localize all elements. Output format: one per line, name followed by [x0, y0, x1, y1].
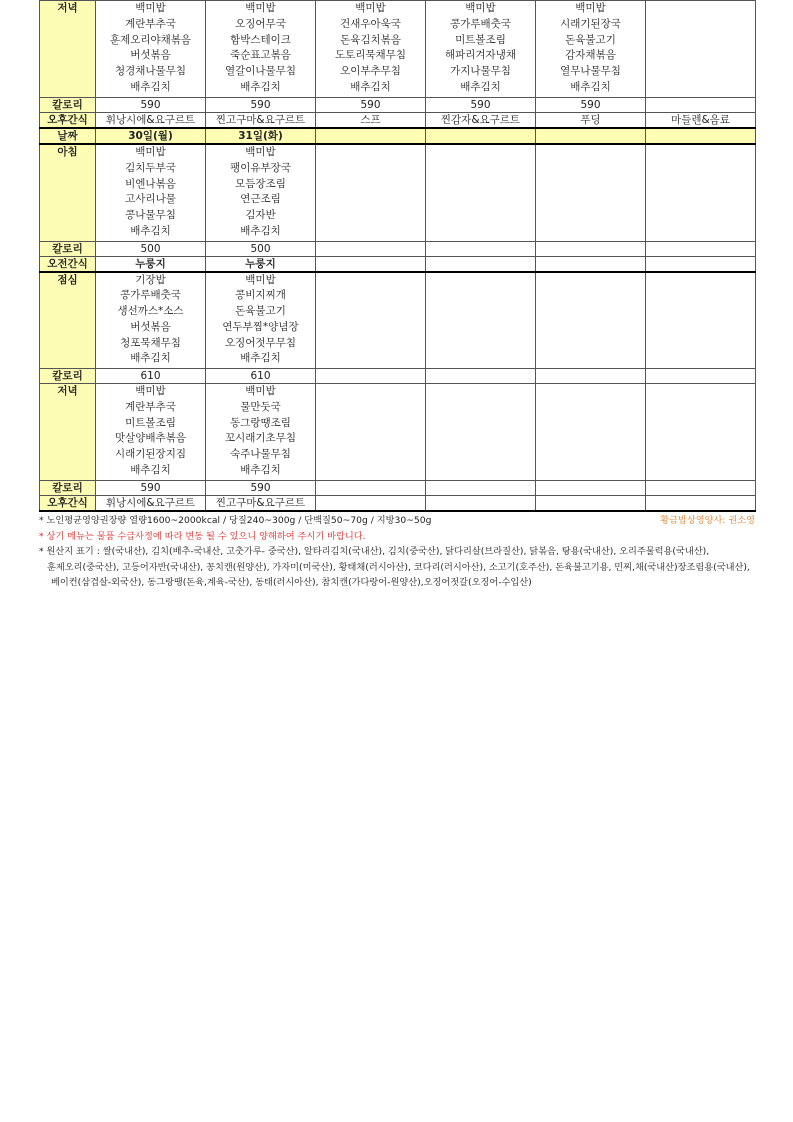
dish-item: 백미밥 [355, 2, 386, 14]
dish-item: 죽순표고볶음 [230, 49, 291, 62]
dish-item: 열갈이나물무침 [224, 65, 296, 78]
lunch-row [40, 272, 756, 369]
am-snack-row-cell: 누룽지 [96, 256, 206, 272]
menu-cell [316, 1, 426, 98]
menu-cell [426, 384, 536, 481]
breakfast-calorie-row-cell [646, 241, 756, 256]
pm-snack-row-cell [646, 496, 756, 512]
breakfast-calorie-row-cell [536, 241, 646, 256]
dish-item: 김치두부국 [125, 161, 176, 174]
dish-item: 팽이유부장국 [230, 161, 291, 174]
dish-item: 연근조림 [240, 193, 281, 206]
am-snack-row-cell [646, 256, 756, 272]
dinner-calorie-row-cell [426, 481, 536, 496]
dish-item: 백미밥 [245, 146, 276, 158]
week1-calorie-row-label: 칼로리 [40, 98, 96, 113]
week1-pm-snack-row-label: 오후간식 [40, 113, 96, 129]
dish-item: 오징어젓무무침 [224, 336, 296, 349]
week1-dinner-row-label: 저녁 [40, 1, 96, 98]
dinner-row [40, 384, 756, 481]
breakfast-calorie-row-cell: 500 [206, 241, 316, 256]
dish-item: 물만둣국 [240, 400, 281, 413]
dish-item: 콩가루배춧국 [450, 17, 511, 30]
week1-pm-snack-row-cell: 찐고구마&요구르트 [206, 113, 316, 129]
dish-item: 가지나물무침 [450, 65, 511, 78]
menu-cell [96, 272, 206, 369]
date-row-cell: 30일(월) [96, 128, 206, 144]
menu-cell [206, 1, 316, 98]
date-row [40, 128, 756, 144]
am-snack-row-cell: 누룽지 [206, 256, 316, 272]
dinner-calorie-row-cell: 590 [96, 481, 206, 496]
menu-cell [96, 1, 206, 98]
dish-item: 오이부추무침 [340, 65, 401, 78]
nutrition-standard-note: * 노인평균영양권장량 열량1600~2000kcal / 당질240~300g / 단백질50~70g / 지방30~50g [39, 515, 432, 526]
dish-item: 도토리묵채무침 [334, 49, 406, 62]
dish-item: 열무나물무침 [560, 65, 621, 78]
dish-item: 백미밥 [245, 2, 276, 14]
dinner-calorie-row-label: 칼로리 [40, 481, 96, 496]
pm-snack-row-cell [426, 496, 536, 512]
dish-item: 콩가루배춧국 [120, 289, 181, 302]
pm-snack-row-cell: 휘낭시에&요구르트 [96, 496, 206, 512]
week1-pm-snack-row [40, 113, 756, 129]
dish-item: 배추김치 [130, 80, 171, 93]
dish-item: 배추김치 [130, 352, 171, 365]
dish-item: 배추김치 [240, 224, 281, 237]
breakfast-calorie-row-label: 칼로리 [40, 241, 96, 256]
dish-item: 백미밥 [575, 2, 606, 14]
breakfast-calorie-row-cell [316, 241, 426, 256]
date-row-cell [316, 128, 426, 144]
am-snack-row [40, 256, 756, 272]
dish-item: 숙주나물무침 [230, 448, 291, 461]
week1-calorie-row-cell: 590 [536, 98, 646, 113]
menu-cell [536, 1, 646, 98]
dish-item: 맛살양배추볶음 [114, 432, 186, 445]
menu-table [39, 0, 756, 512]
am-snack-row-cell [316, 256, 426, 272]
lunch-calorie-row [40, 369, 756, 384]
menu-sheet [39, 0, 755, 512]
dish-item: 백미밥 [245, 385, 276, 397]
dish-item: 버섯볶음 [130, 49, 171, 62]
dish-item: 오징어무국 [235, 17, 286, 30]
dish-item: 김자반 [245, 209, 276, 222]
pm-snack-row-cell: 찐고구마&요구르트 [206, 496, 316, 512]
menu-cell [206, 272, 316, 369]
week1-pm-snack-row-cell: 스프 [316, 113, 426, 129]
dish-item: 돈육김치볶음 [340, 33, 401, 46]
origin-note-1: * 원산지 표기 : 쌀(국내산), 김치(배추-국내산, 고춧가루- 중국산), 알타리김치(국내산), 김치(중국산), 닭다리살(브라질산), 닭볶음, 탕용(국내산), 오리주물럭용(국내산), [39, 546, 710, 558]
dish-item: 백미밥 [465, 2, 496, 14]
dish-item: 시래기된장지짐 [114, 448, 186, 461]
dinner-calorie-row-cell [536, 481, 646, 496]
menu-cell [206, 384, 316, 481]
dish-item: 비엔나볶음 [125, 177, 176, 190]
dish-item: 건새우아욱국 [340, 17, 401, 30]
dish-item: 기장밥 [135, 273, 166, 286]
menu-cell [96, 144, 206, 241]
week1-calorie-row-cell [646, 98, 756, 113]
lunch-calorie-row-label: 칼로리 [40, 369, 96, 384]
dish-item: 배추김치 [570, 80, 611, 93]
menu-cell [206, 144, 316, 241]
dish-item: 배추김치 [240, 80, 281, 93]
dish-item: 모듬장조림 [235, 177, 286, 190]
menu-cell [646, 1, 756, 98]
lunch-calorie-row-cell: 610 [206, 369, 316, 384]
lunch-calorie-row-cell [426, 369, 536, 384]
week1-pm-snack-row-cell: 찐감자&요구르트 [426, 113, 536, 129]
dinner-calorie-row [40, 481, 756, 496]
pm-snack-row-label: 오후간식 [40, 496, 96, 512]
dish-item: 미트볼조림 [125, 416, 176, 429]
breakfast-row [40, 144, 756, 241]
dish-item: 해파리겨자냉채 [444, 49, 516, 62]
week1-pm-snack-row-cell: 푸딩 [536, 113, 646, 129]
dietitian-credit: 황금밥상영양사: 권소영 [660, 515, 755, 526]
dish-item: 배추김치 [130, 224, 171, 237]
dish-item: 백미밥 [245, 273, 276, 286]
dish-item: 청경채나물무침 [114, 65, 186, 78]
dish-item: 백미밥 [135, 146, 166, 158]
dish-item: 돈육불고기 [235, 305, 286, 318]
dish-item: 배추김치 [240, 463, 281, 476]
dinner-calorie-row-cell [646, 481, 756, 496]
am-snack-row-cell [426, 256, 536, 272]
dish-item: 고사리나물 [125, 193, 176, 206]
dish-item: 백미밥 [135, 2, 166, 14]
date-row-cell: 31일(화) [206, 128, 316, 144]
pm-snack-row-cell [536, 496, 646, 512]
menu-cell [536, 144, 646, 241]
menu-cell [426, 272, 536, 369]
week1-dinner-row [40, 1, 756, 98]
menu-cell [316, 384, 426, 481]
date-row-cell [536, 128, 646, 144]
menu-cell [536, 272, 646, 369]
dish-item: 시래기된장국 [560, 17, 621, 30]
dish-item: 콩나물무침 [125, 209, 176, 222]
date-row-cell [646, 128, 756, 144]
date-row-label: 날짜 [40, 128, 96, 144]
origin-note-3: 베이컨(삼겹살-외국산), 동그랑땡(돈육,계육-국산), 동태(러시아산), 참치캔(가다랑어-원양산),오징어젓갈(오징어-수입산) [51, 577, 532, 589]
week1-pm-snack-row-cell: 휘낭시에&요구르트 [96, 113, 206, 129]
menu-cell [646, 384, 756, 481]
menu-cell [96, 384, 206, 481]
breakfast-calorie-row-cell [426, 241, 536, 256]
dish-item: 생선까스*소스 [117, 305, 184, 318]
week1-calorie-row-cell: 590 [316, 98, 426, 113]
week1-calorie-row-cell: 590 [206, 98, 316, 113]
dish-item: 버섯볶음 [130, 320, 171, 333]
lunch-calorie-row-cell [536, 369, 646, 384]
menu-cell [316, 144, 426, 241]
dish-item: 계란부추국 [125, 400, 176, 413]
change-warning-note: * 상기 메뉴는 물품 수급사정에 따라 변동 될 수 있으니 양해하여 주시기 바랍니다. [39, 530, 366, 542]
lunch-row-label: 점심 [40, 272, 96, 369]
dish-item: 연두부찜*양념장 [222, 320, 299, 333]
menu-cell [426, 1, 536, 98]
am-snack-row-label: 오전간식 [40, 256, 96, 272]
dish-item: 백미밥 [135, 385, 166, 397]
dish-item: 꼬시래기초무침 [224, 432, 296, 445]
dish-item: 배추김치 [130, 463, 171, 476]
dish-item: 배추김치 [240, 352, 281, 365]
dish-item: 함박스테이크 [230, 33, 291, 46]
notes [39, 513, 755, 591]
dish-item: 콩비지찌개 [235, 289, 286, 302]
week1-calorie-row-cell: 590 [426, 98, 536, 113]
lunch-calorie-row-cell [316, 369, 426, 384]
pm-snack-row-cell [316, 496, 426, 512]
week1-pm-snack-row-cell: 마들렌&음료 [646, 113, 756, 129]
dinner-calorie-row-cell [316, 481, 426, 496]
date-row-cell [426, 128, 536, 144]
dish-item: 감자채볶음 [565, 49, 616, 62]
dinner-row-label: 저녁 [40, 384, 96, 481]
dish-item: 배추김치 [460, 80, 501, 93]
week1-calorie-row [40, 98, 756, 113]
dish-item: 훈제오리야채볶음 [109, 33, 192, 46]
dish-item: 계란부추국 [125, 17, 176, 30]
menu-cell [646, 144, 756, 241]
pm-snack-row [40, 496, 756, 512]
origin-note-2: 훈제오리(중국산), 고등어자반(국내산), 꽁치캔(원양산), 가자미(미국산), 황태채(러시아산), 코다리(러시아산), 소고기(호주산), 돈육불고기용, 민찌,채(국내산)장조림용(국내산), [47, 561, 750, 573]
dish-item: 돈육불고기 [565, 33, 616, 46]
dish-item: 미트볼조림 [455, 33, 506, 46]
dish-item: 청포묵채무침 [120, 336, 181, 349]
menu-cell [536, 384, 646, 481]
menu-cell [426, 144, 536, 241]
breakfast-row-label: 아침 [40, 144, 96, 241]
dinner-calorie-row-cell: 590 [206, 481, 316, 496]
breakfast-calorie-row [40, 241, 756, 256]
breakfast-calorie-row-cell: 500 [96, 241, 206, 256]
am-snack-row-cell [536, 256, 646, 272]
week1-calorie-row-cell: 590 [96, 98, 206, 113]
dish-item: 동그랑땡조림 [230, 416, 291, 429]
lunch-calorie-row-cell [646, 369, 756, 384]
menu-cell [646, 272, 756, 369]
menu-cell [316, 272, 426, 369]
dish-item: 배추김치 [350, 80, 391, 93]
lunch-calorie-row-cell: 610 [96, 369, 206, 384]
